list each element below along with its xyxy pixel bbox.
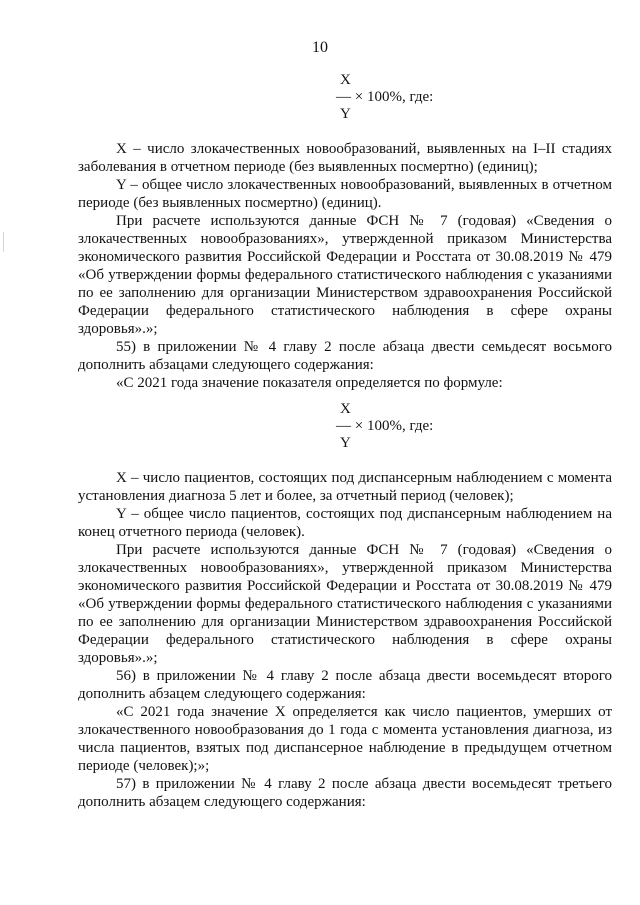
paragraph-data-source-1: При расчете используются данные ФСН № 7 (годовая) «Сведения о злокачественных новообразованиях», утвержденной приказом Министерства экономического развития Российской Федерации и Росстата от 30.08.2019 № 479 «Об утверждении формы федерального статистического наблюдения с указаниями по ее заполнению для организации Министерством здравоохранения Российской Федерации федерального статистического наблюдения в сфере охраны здоровья».»; bbox=[78, 213, 612, 337]
formula-2-numerator: X bbox=[340, 401, 351, 417]
paragraph-y-definition-1: Y – общее число злокачественных новообразований, выявленных в отчетном периоде (без выявленных посмертно) (единиц). bbox=[78, 177, 612, 211]
text-block-1 bbox=[78, 140, 612, 392]
paragraph-x-definition-2: X – число пациентов, состоящих под диспансерным наблюдением с момента установления диагноза 5 лет и более, за отчетный период (человек); bbox=[78, 470, 612, 504]
paragraph-item-57: 57) в приложении № 4 главу 2 после абзаца двести восемьдесят третьего дополнить абзацем следующего содержания: bbox=[78, 776, 612, 810]
formula-2-denominator: Y bbox=[340, 435, 351, 451]
paragraph-item-56: 56) в приложении № 4 главу 2 после абзаца двести восемьдесят второго дополнить абзацем следующего содержания: bbox=[78, 668, 612, 702]
formula-2-fraction-text: — × 100%, где: bbox=[336, 418, 434, 434]
paragraph-x-2021: «С 2021 года значение X определяется как число пациентов, умерших от злокачественного новообразования до 1 года с момента установления диагноза, из числа пациентов, взятых под диспансерное наблюдение в предыдущем отчетном периоде (человек);»; bbox=[78, 704, 612, 774]
page-number: 10 bbox=[312, 39, 328, 56]
paragraph-data-source-2: При расчете используются данные ФСН № 7 (годовая) «Сведения о злокачественных новообразованиях», утвержденной приказом Министерства экономического развития Российской Федерации и Росстата от 30.08.2019 № 479 «Об утверждении формы федерального статистического наблюдения с указаниями по ее заполнению для организации Министерством здравоохранения Российской Федерации федерального статистического наблюдения в сфере охраны здоровья».»; bbox=[78, 542, 612, 666]
paragraph-formula-intro: «С 2021 года значение показателя определяется по формуле: bbox=[116, 375, 503, 391]
formula-1-fraction-text: — × 100%, где: bbox=[336, 89, 434, 105]
formula-1-denominator: Y bbox=[340, 106, 351, 122]
formula-1-numerator: X bbox=[340, 72, 351, 88]
paragraph-x-definition-1: X – число злокачественных новообразований, выявленных на I–II стадиях заболевания в отчетном периоде (без выявленных посмертно) (единиц); bbox=[78, 141, 612, 175]
paragraph-item-55: 55) в приложении № 4 главу 2 после абзаца двести семьдесят восьмого дополнить абзацами следующего содержания: bbox=[78, 339, 612, 373]
scan-margin-mark bbox=[3, 232, 4, 252]
text-block-2 bbox=[78, 469, 612, 811]
paragraph-y-definition-2: Y – общее число пациентов, состоящих под диспансерным наблюдением на конец отчетного периода (человек). bbox=[78, 506, 612, 540]
